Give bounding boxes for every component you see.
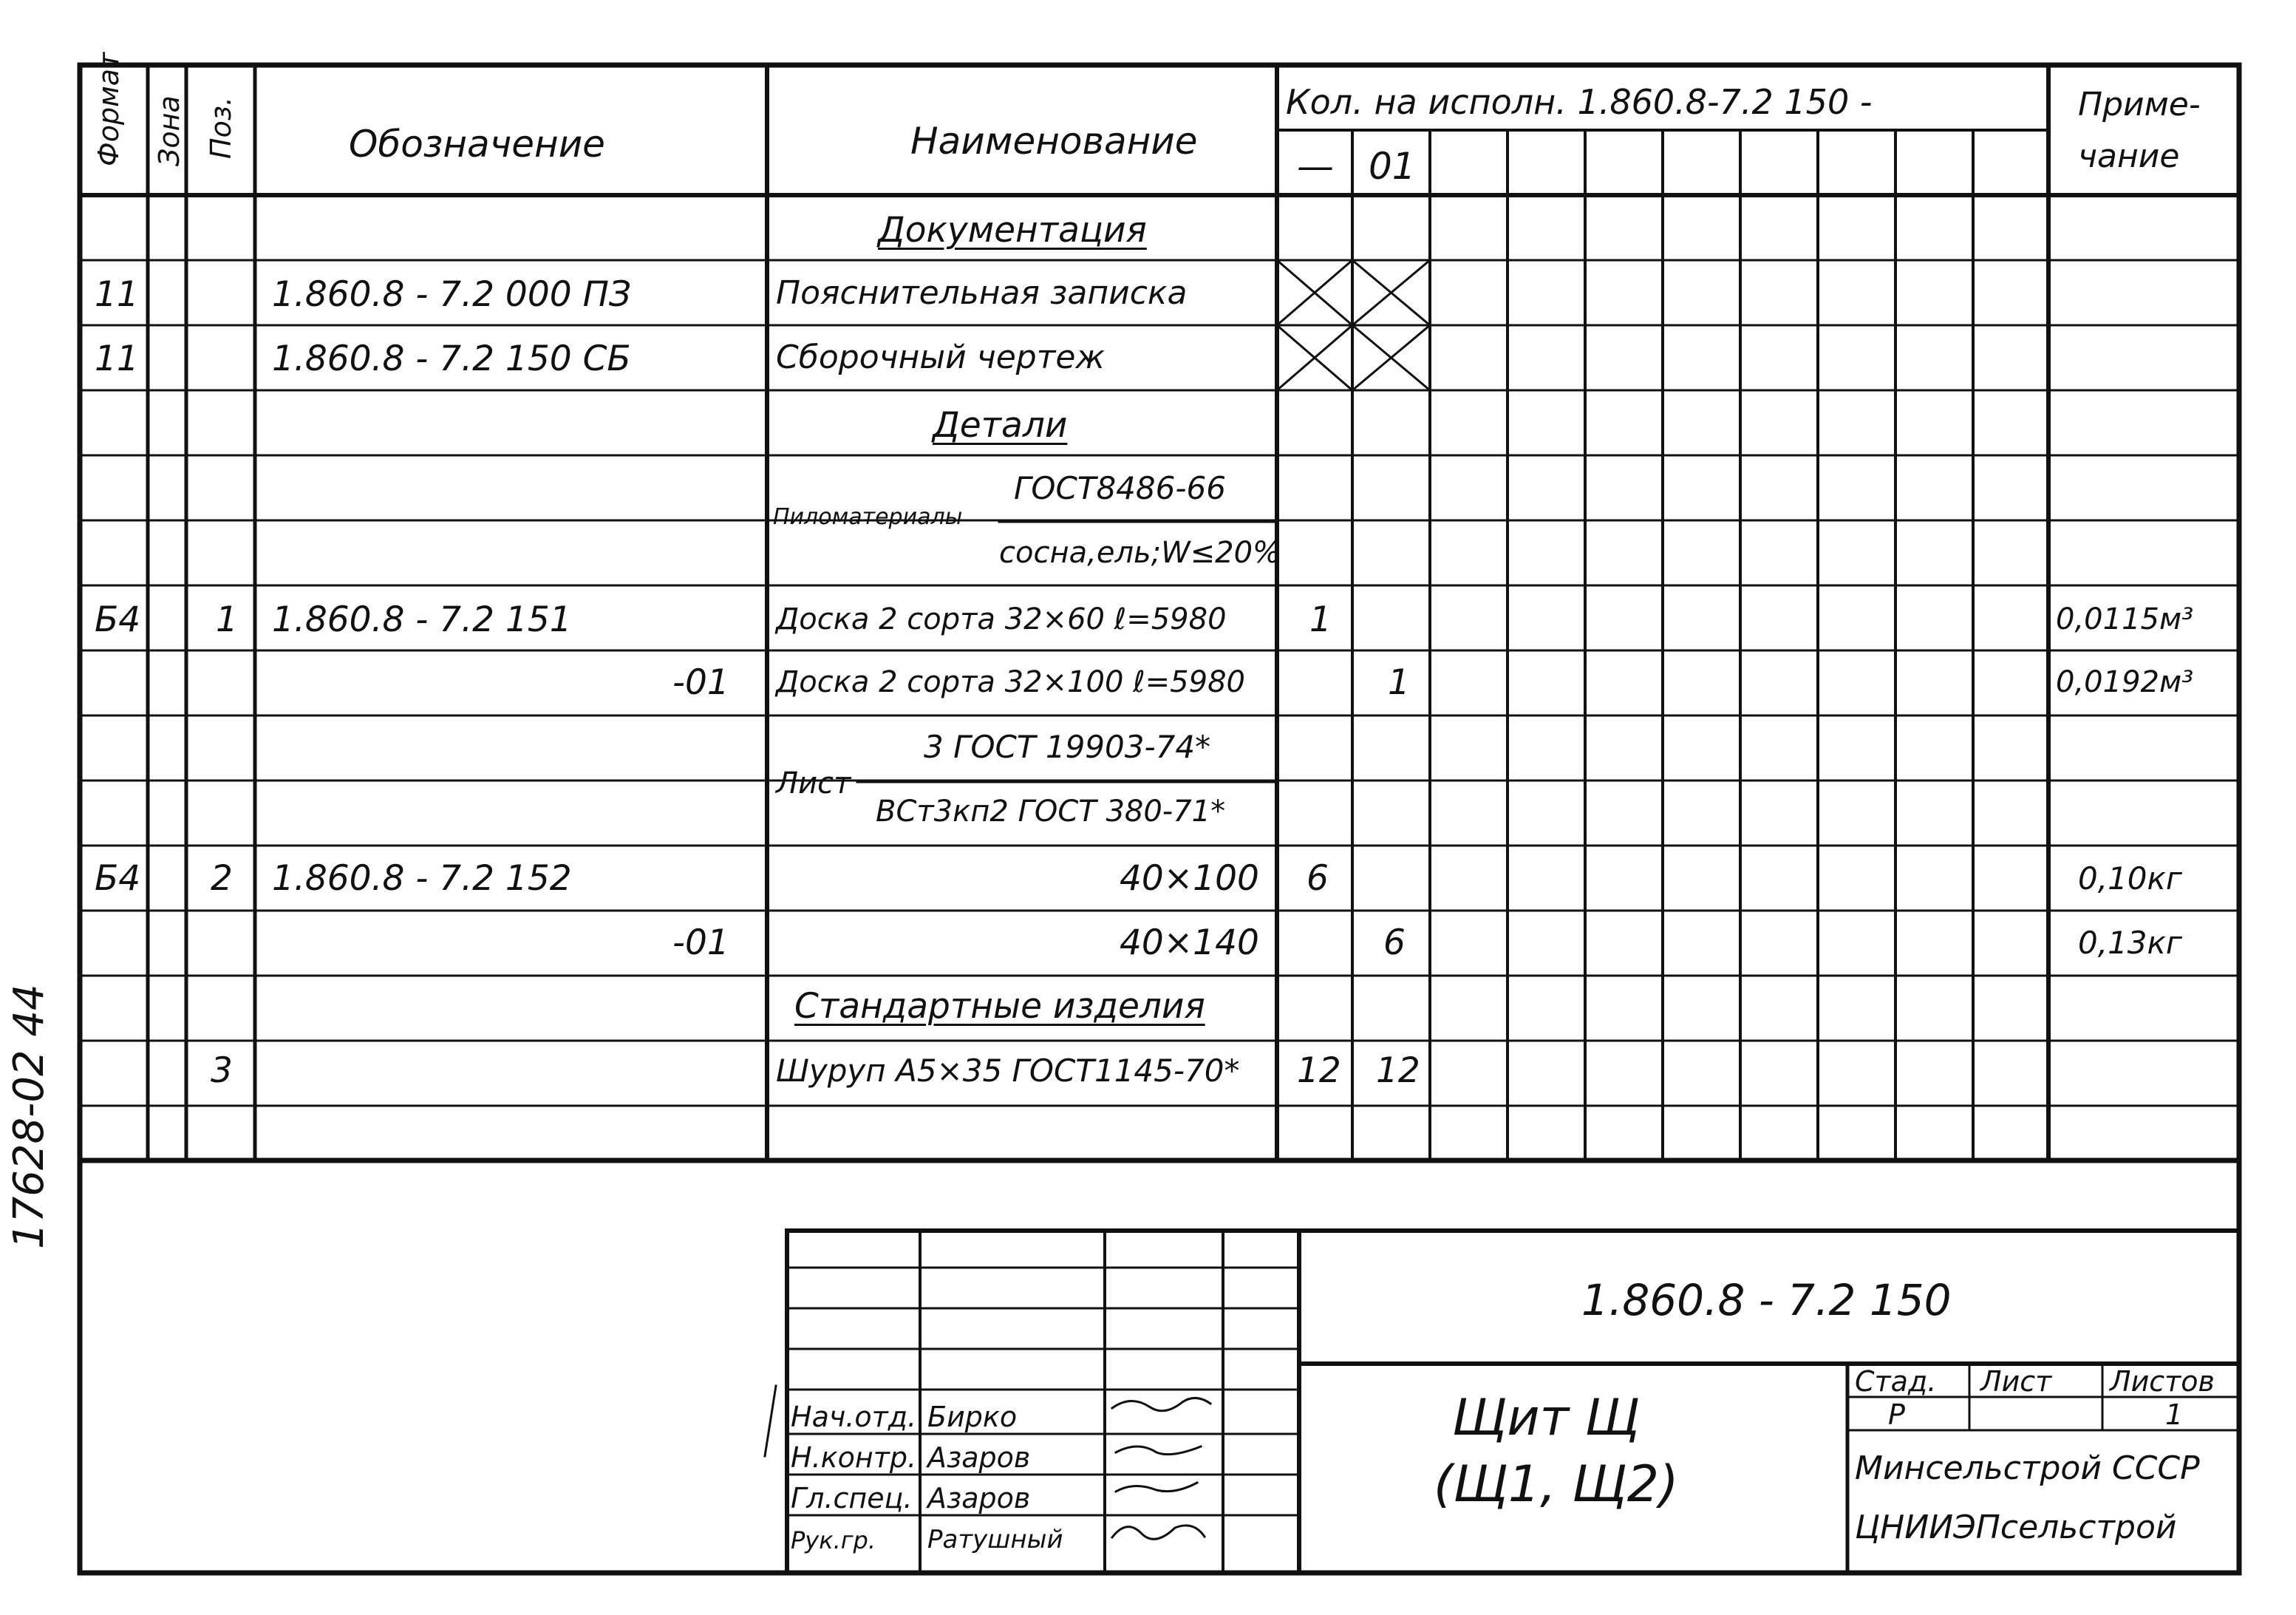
drawing-title-line2: (Щ1, Щ2) <box>1434 1455 1679 1514</box>
row-designation: -01 <box>672 922 729 963</box>
document-code: 1.860.8 - 7.2 150 <box>1581 1275 1952 1325</box>
row-format: Б4 <box>95 599 141 640</box>
sheet-gost: 3 ГОСТ 19903-74* <box>924 729 1211 765</box>
side-stamp: 17628-02 44 <box>5 984 53 1249</box>
row-format: 11 <box>95 274 139 315</box>
material-gost: ГОСТ8486-66 <box>1014 470 1226 506</box>
row-qty: 6 <box>1307 858 1329 899</box>
row-name: 40×140 <box>1120 922 1259 963</box>
row-note: 0,10кг <box>2078 860 2182 897</box>
signer-role: Н.контр. <box>791 1441 917 1474</box>
section-details: Детали <box>933 405 1068 446</box>
header-designation: Обозначение <box>349 123 605 166</box>
stage-label: Стад. <box>1855 1365 1937 1398</box>
row-pos: 2 <box>211 858 233 899</box>
section-documentation: Документация <box>878 210 1147 251</box>
row-name: Шуруп А5×35 ГОСТ1145-70* <box>776 1053 1240 1089</box>
sheets-value: 1 <box>2165 1398 2184 1431</box>
header-qty-title: Кол. на исполн. 1.860.8-7.2 150 - <box>1286 82 1873 122</box>
row-qty: 12 <box>1297 1050 1341 1091</box>
header-qty-col1: — <box>1297 145 1334 188</box>
signer-name: Азаров <box>927 1441 1031 1474</box>
signer-role: Нач.отд. <box>791 1401 917 1433</box>
row-designation: -01 <box>672 662 729 703</box>
signer-name: Бирко <box>927 1401 1018 1433</box>
header-zone: Зона <box>153 95 185 166</box>
header-qty-col2: 01 <box>1369 145 1416 188</box>
row-designation: 1.860.8 - 7.2 151 <box>272 599 572 640</box>
row-designation: 1.860.8 - 7.2 000 ПЗ <box>272 274 632 315</box>
header-note-line2: чание <box>2078 137 2180 175</box>
signer-role: Гл.спец. <box>791 1482 913 1514</box>
row-name: Доска 2 сорта 32×100 ℓ=5980 <box>776 665 1245 699</box>
row-qty: 1 <box>1309 599 1332 640</box>
organization-line1: Минсельстрой СССР <box>1855 1449 2200 1487</box>
sheets-label: Листов <box>2110 1365 2215 1398</box>
material-label: Пиломатериалы <box>773 504 963 530</box>
sheet-steel: ВСт3кп2 ГОСТ 380-71* <box>876 795 1226 829</box>
signature-mark <box>1116 1483 1197 1492</box>
row-name: 40×100 <box>1120 858 1259 899</box>
signature-mark <box>1112 1398 1210 1410</box>
signer-role: Рук.гр. <box>791 1526 876 1554</box>
signer-name: Азаров <box>927 1482 1031 1514</box>
row-qty: 12 <box>1376 1050 1420 1091</box>
sheet-label: Лист <box>776 766 851 800</box>
header-name: Наименование <box>910 120 1198 163</box>
row-note: 0,0192м³ <box>2056 665 2194 699</box>
row-pos: 3 <box>211 1050 233 1091</box>
row-designation: 1.860.8 - 7.2 150 СБ <box>272 339 631 379</box>
header-format: Формат <box>92 52 125 166</box>
row-note: 0,0115м³ <box>2056 602 2194 636</box>
material-species: сосна,ель;W≤20% <box>999 536 1281 570</box>
drawing-title-line1: Щит Щ <box>1452 1389 1641 1447</box>
section-standard-items: Стандартные изделия <box>794 986 1205 1027</box>
header-pos: Поз. <box>205 96 237 159</box>
row-note: 0,13кг <box>2078 925 2182 961</box>
signer-name: Ратушный <box>927 1525 1063 1554</box>
row-name: Сборочный чертеж <box>776 339 1106 376</box>
row-name: Доска 2 сорта 32×60 ℓ=5980 <box>776 602 1227 636</box>
header-note-line1: Приме- <box>2078 86 2201 123</box>
organization-line2: ЦНИИЭПсельстрой <box>1855 1509 2177 1546</box>
stage-value: Р <box>1888 1398 1905 1431</box>
row-qty: 1 <box>1388 662 1410 703</box>
row-designation: 1.860.8 - 7.2 152 <box>272 858 572 899</box>
row-format: 11 <box>95 339 139 379</box>
signature-mark <box>1116 1446 1201 1455</box>
row-qty: 6 <box>1383 922 1406 963</box>
signature-mark <box>1112 1526 1205 1539</box>
row-pos: 1 <box>216 599 238 640</box>
row-name: Пояснительная записка <box>776 274 1188 312</box>
row-format: Б4 <box>95 858 141 899</box>
sheet-label-tb: Лист <box>1980 1365 2052 1398</box>
